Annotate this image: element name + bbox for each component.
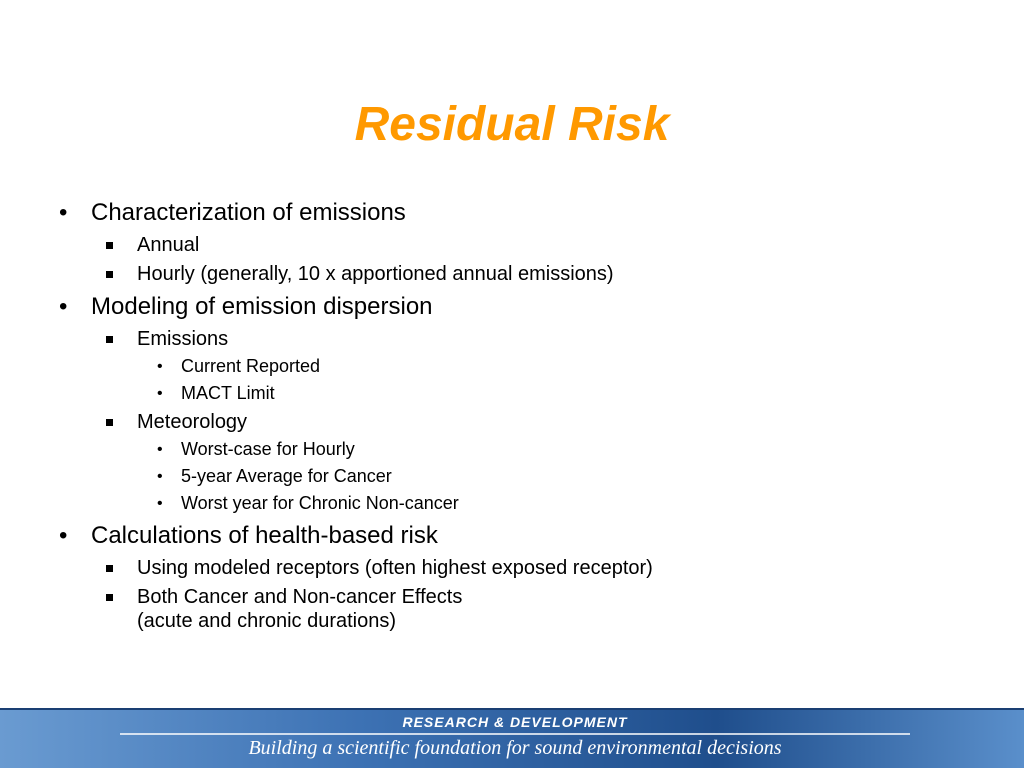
sub-bullet-cancer-effects <box>0 585 1024 633</box>
bullet-dot-icon: • <box>157 468 163 485</box>
bullet-list <box>0 197 1024 633</box>
sub-bullet-annual <box>0 233 1024 257</box>
footer-heading: RESEARCH & DEVELOPMENT <box>402 714 628 730</box>
bullet-modeling <box>0 291 1024 322</box>
square-bullet-icon <box>106 594 113 601</box>
bullet-dot-icon: • <box>59 522 68 549</box>
footer-tagline: Building a scientific foundation for sound environmental decisions <box>248 737 782 759</box>
bullet-text: Characterization of emissions <box>91 199 406 226</box>
sub-bullet-hourly <box>0 262 1024 286</box>
square-bullet-icon <box>106 565 113 572</box>
sub-sub-bullet-worst-case <box>0 438 1024 461</box>
bullet-characterization <box>0 197 1024 228</box>
sub-bullet-text: Both Cancer and Non-cancer Effects <box>137 586 463 608</box>
sub-sub-bullet-mact-limit <box>0 382 1024 405</box>
sub-bullet-text: Emissions <box>137 328 229 350</box>
sub-bullet-text: Meteorology <box>137 411 248 433</box>
sub-sub-bullet-current-reported <box>0 355 1024 378</box>
footer-band <box>0 708 1024 768</box>
bullet-dot-icon: • <box>157 495 163 512</box>
bullet-dot-icon: • <box>157 358 163 375</box>
sub-bullet-modeled-receptors <box>0 556 1024 580</box>
bullet-text: Calculations of health-based risk <box>91 522 438 549</box>
sub-bullet-text: Using modeled receptors (often highest exposed receptor) <box>137 557 653 579</box>
sub-sub-bullet-5-year-average <box>0 465 1024 488</box>
sub-sub-bullet-text: MACT Limit <box>181 383 275 403</box>
sub-sub-bullet-worst-year <box>0 492 1024 515</box>
sub-bullet-emissions <box>0 327 1024 351</box>
sub-bullet-meteorology <box>0 410 1024 434</box>
bullet-dot-icon: • <box>59 293 68 320</box>
sub-bullet-text: Hourly (generally, 10 x apportioned annual emissions) <box>137 263 614 285</box>
sub-sub-bullet-text: 5-year Average for Cancer <box>181 466 392 486</box>
square-bullet-icon <box>106 271 113 278</box>
bullet-dot-icon: • <box>59 199 68 226</box>
bullet-calculations <box>0 520 1024 551</box>
sub-bullet-text: Annual <box>137 234 200 256</box>
sub-sub-bullet-text: Worst-case for Hourly <box>181 439 355 459</box>
sub-bullet-text-line2: (acute and chronic durations) <box>137 610 397 632</box>
bullet-dot-icon: • <box>157 385 163 402</box>
square-bullet-icon <box>106 419 113 426</box>
bullet-dot-icon: • <box>157 441 163 458</box>
bullet-text: Modeling of emission dispersion <box>91 293 433 320</box>
sub-sub-bullet-text: Current Reported <box>181 356 321 376</box>
sub-sub-bullet-text: Worst year for Chronic Non-cancer <box>181 493 459 513</box>
slide-title: Residual Risk <box>354 98 670 151</box>
square-bullet-icon <box>106 336 113 343</box>
square-bullet-icon <box>106 242 113 249</box>
